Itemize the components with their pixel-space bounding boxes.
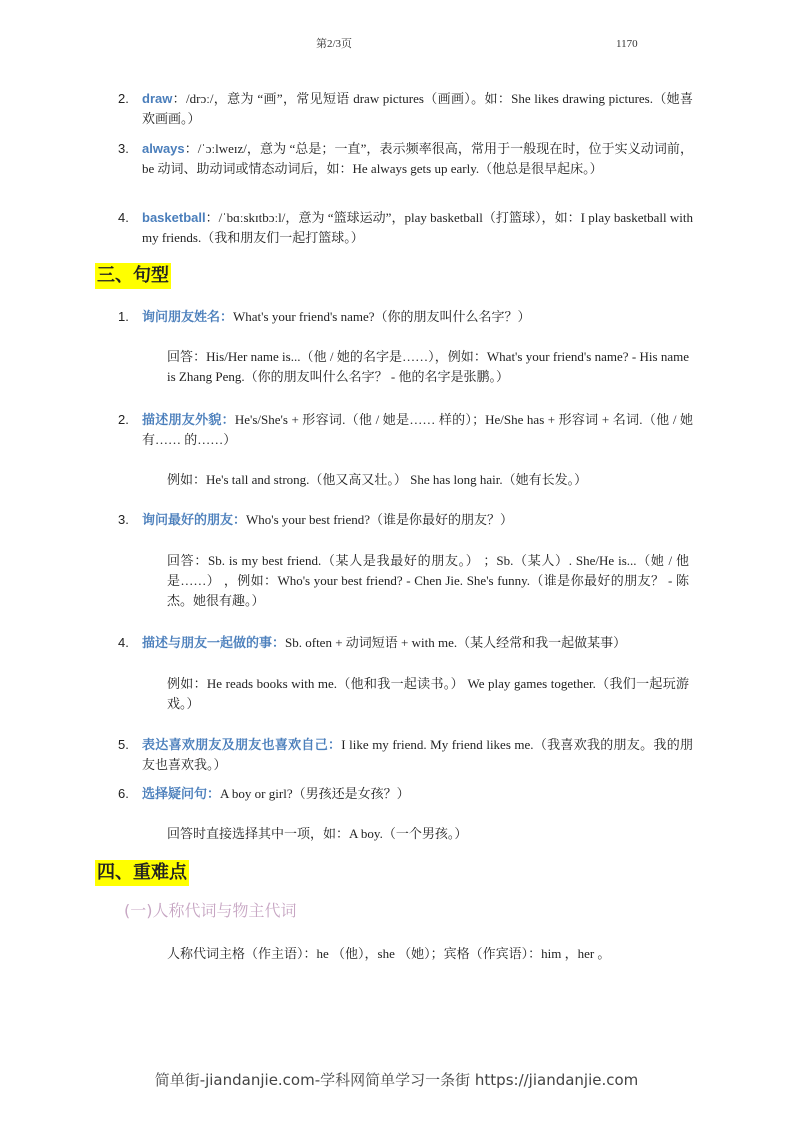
vocab-item-always: 3. always：/ˈɔːlweɪz/，意为 “总是；一直”，表示频率很高，常用于一般现在时，位于实义动词前，be 动词、助动词或情态动词后，如：He always gets up early.（他总是很早起床。）	[118, 141, 693, 176]
pattern-item-4: 4. 描述与朋友一起做的事：Sb. often + 动词短语 + with me.（某人经常和我一起做某事）	[118, 635, 627, 650]
vocab-word: basketball	[142, 210, 206, 225]
section-title-key-points: 四、重难点	[95, 860, 189, 886]
pattern-item-3: 3. 询问最好的朋友：Who's your best friend?（谁是你最好的朋友？）	[118, 512, 514, 527]
pattern-item-6: 6. 选择疑问句：A boy or girl?（男孩还是女孩？）	[118, 786, 410, 801]
pattern-example-3: 回答：Sb. is my best friend.（某人是我最好的朋友。） ；Sb.（某人）. She/He is...（她 / 他是……） ，例如：Who's your best friend? - Chen Jie. She's funny.（谁是你最好的朋友？ - 陈杰。她很有趣。）	[167, 553, 689, 608]
pattern-example-2: 例如：He's tall and strong.（他又高又壮。） She has long hair.（她有长发。）	[167, 472, 588, 487]
vocab-word: draw	[142, 91, 173, 106]
pattern-text: What's your friend's name?（你的朋友叫什么名字？）	[233, 309, 531, 324]
page-number: 1170	[616, 38, 638, 50]
pattern-label: 询问最好的朋友：	[142, 512, 247, 527]
vocab-word: always	[142, 141, 185, 156]
pattern-label: 表达喜欢朋友及朋友也喜欢自己：	[142, 737, 342, 752]
pattern-text: Sb. often + 动词短语 + with me.（某人经常和我一起做某事）	[285, 635, 627, 650]
vocab-text: ：/ˈɔːlweɪz/，意为 “总是；一直”，表示频率很高，常用于一般现在时，位于实义动词前，be 动词、助动词或情态动词后，如：He always gets up early.（他总是很早起床。）	[142, 141, 693, 176]
pattern-label: 描述朋友外貌：	[142, 412, 235, 427]
pattern-example-4: 例如：He reads books with me.（他和我一起读书。） We play games together.（我们一起玩游戏。）	[167, 676, 689, 711]
pattern-label: 描述与朋友一起做的事：	[142, 635, 286, 650]
vocab-item-basketball: 4. basketball：/ˈbɑːskɪtbɔːl/，意为 “篮球运动”，play basketball（打篮球），如：I play basketball with my friends.（我和朋友们一起打篮球。）	[118, 210, 693, 245]
pattern-item-1: 1. 询问朋友姓名：What's your friend's name?（你的朋友叫什么名字？）	[118, 309, 531, 324]
pattern-item-2: 2. 描述朋友外貌：He's/She's + 形容词.（他 / 她是…… 样的）；He/She has + 形容词 + 名词.（他 / 她有…… 的……）	[118, 412, 693, 447]
page-indicator: 第2/3页	[316, 38, 353, 50]
pattern-label: 选择疑问句：	[142, 786, 221, 801]
pronoun-text: 人称代词主格（作主语）：he （他），she （她）；宾格（作宾语）：him ，her 。	[167, 946, 611, 961]
pattern-text: A boy or girl?（男孩还是女孩？）	[220, 786, 410, 801]
vocab-text: ：/ˈbɑːskɪtbɔːl/，意为 “篮球运动”，play basketball（打篮球），如：I play basketball with my friends.（我和朋友们一起打篮球。）	[142, 210, 693, 245]
pattern-text: Who's your best friend?（谁是你最好的朋友？）	[246, 512, 514, 527]
page-header	[0, 34, 793, 50]
vocab-item-draw: 2. draw：/drɔː/，意为 “画”，常见短语 draw pictures（画画）。如：She likes drawing pictures.（她喜欢画画。）	[118, 91, 693, 126]
pattern-item-5: 5. 表达喜欢朋友及朋友也喜欢自己：I like my friend. My friend likes me.（我喜欢我的朋友。我的朋友也喜欢我。）	[118, 737, 693, 772]
pattern-text: I like my friend. My friend likes me.（我喜欢我的朋友。我的朋友也喜欢我。）	[142, 737, 693, 772]
pattern-example-6: 回答时直接选择其中一项，如：A boy.（一个男孩。）	[167, 826, 468, 841]
subsection-title-pronouns: (一)人称代词与物主代词	[124, 901, 297, 920]
page-footer: 简单街-jiandanjie.com-学科网简单学习一条街 https://jiandanjie.com	[154, 1071, 639, 1089]
section-title-sentence-patterns: 三、句型	[95, 263, 171, 289]
pattern-text: He's/She's + 形容词.（他 / 她是…… 样的）；He/She has + 形容词 + 名词.（他 / 她有…… 的……）	[142, 412, 693, 447]
pattern-label: 询问朋友姓名：	[142, 309, 234, 324]
vocab-text: ：/drɔː/，意为 “画”，常见短语 draw pictures（画画）。如：She likes drawing pictures.（她喜欢画画。）	[142, 91, 693, 126]
pattern-example-1: 回答：His/Her name is...（他 / 她的名字是……），例如：What's your friend's name? - His name is Zhang Peng.（你的朋友叫什么名字？ - 他的名字是张鹏。）	[167, 349, 689, 384]
